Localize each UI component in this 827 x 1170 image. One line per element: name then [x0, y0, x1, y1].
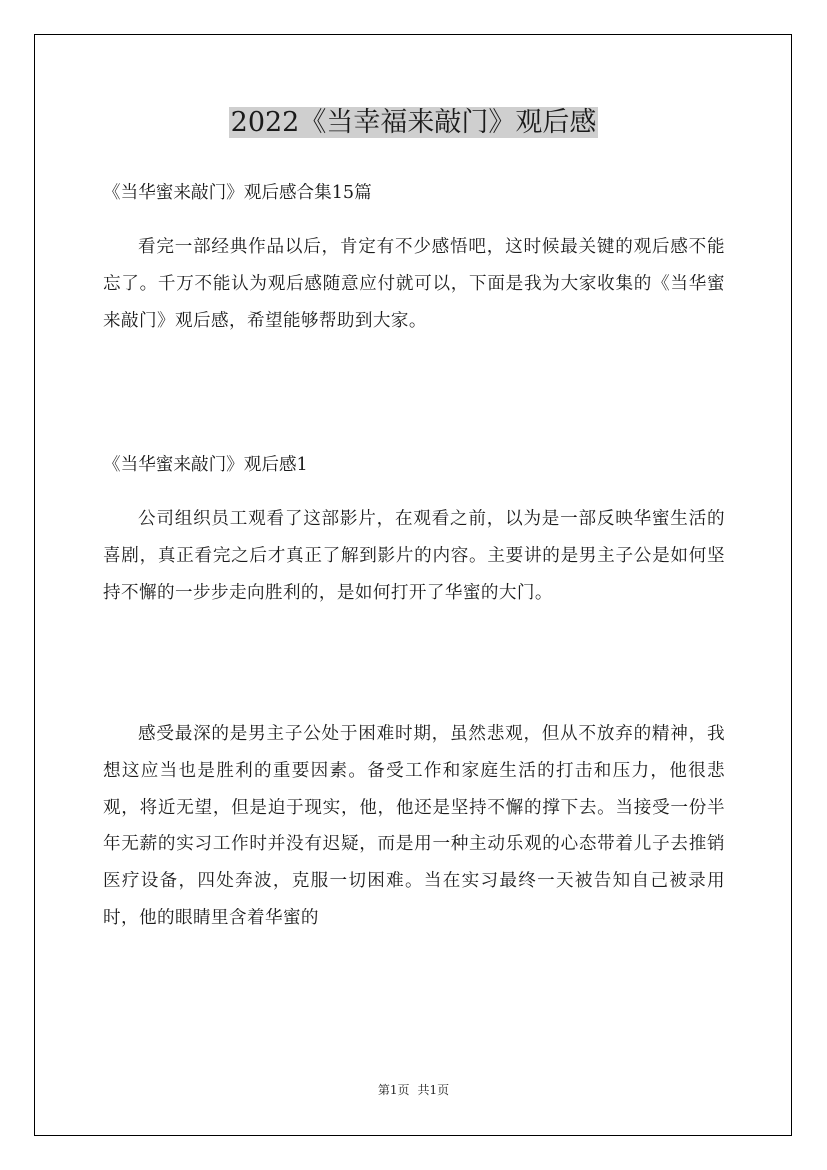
document-subtitle: 《当华蜜来敲门》观后感合集15篇 [103, 183, 372, 203]
intro-paragraph: 看完一部经典作品以后，肯定有不少感悟吧，这时候最关键的观后感不能忘了。千万不能认为观后感随意应付就可以，下面是我为大家收集的《当华蜜来敲门》观后感，希望能够帮助到大家。 [103, 237, 725, 331]
section-heading: 《当华蜜来敲门》观后感1 [103, 455, 308, 475]
document-title-text: 2022《当幸福来敲门》观后感 [230, 107, 597, 138]
body-paragraph-1: 公司组织员工观看了这部影片，在观看之前，以为是一部反映华蜜生活的喜剧，真正看完之后才真正了解到影片的内容。主要讲的是男主子公是如何坚持不懈的一步步走向胜利的，是如何打开了华蜜的大门。 [103, 509, 725, 603]
page-footer [0, 1082, 827, 1098]
page-number: 第1页 [377, 1083, 410, 1097]
document-title [0, 103, 827, 143]
body-paragraph-2: 感受最深的是男主子公处于困难时期，虽然悲观，但从不放弃的精神，我想这应当也是胜利的重要因素。备受工作和家庭生活的打击和压力，他很悲观，将近无望，但是迫于现实，他，他还是坚持不懈的撑下去。当接受一份半年无薪的实习工作时并没有迟疑，而是用一种主动乐观的心态带着儿子去推销医疗设备，四处奔波，克服一切困难。当在实习最终一天被告知自己被录用时，他的眼睛里含着华蜜的 [103, 724, 725, 928]
page-total: 共1页 [417, 1083, 450, 1097]
